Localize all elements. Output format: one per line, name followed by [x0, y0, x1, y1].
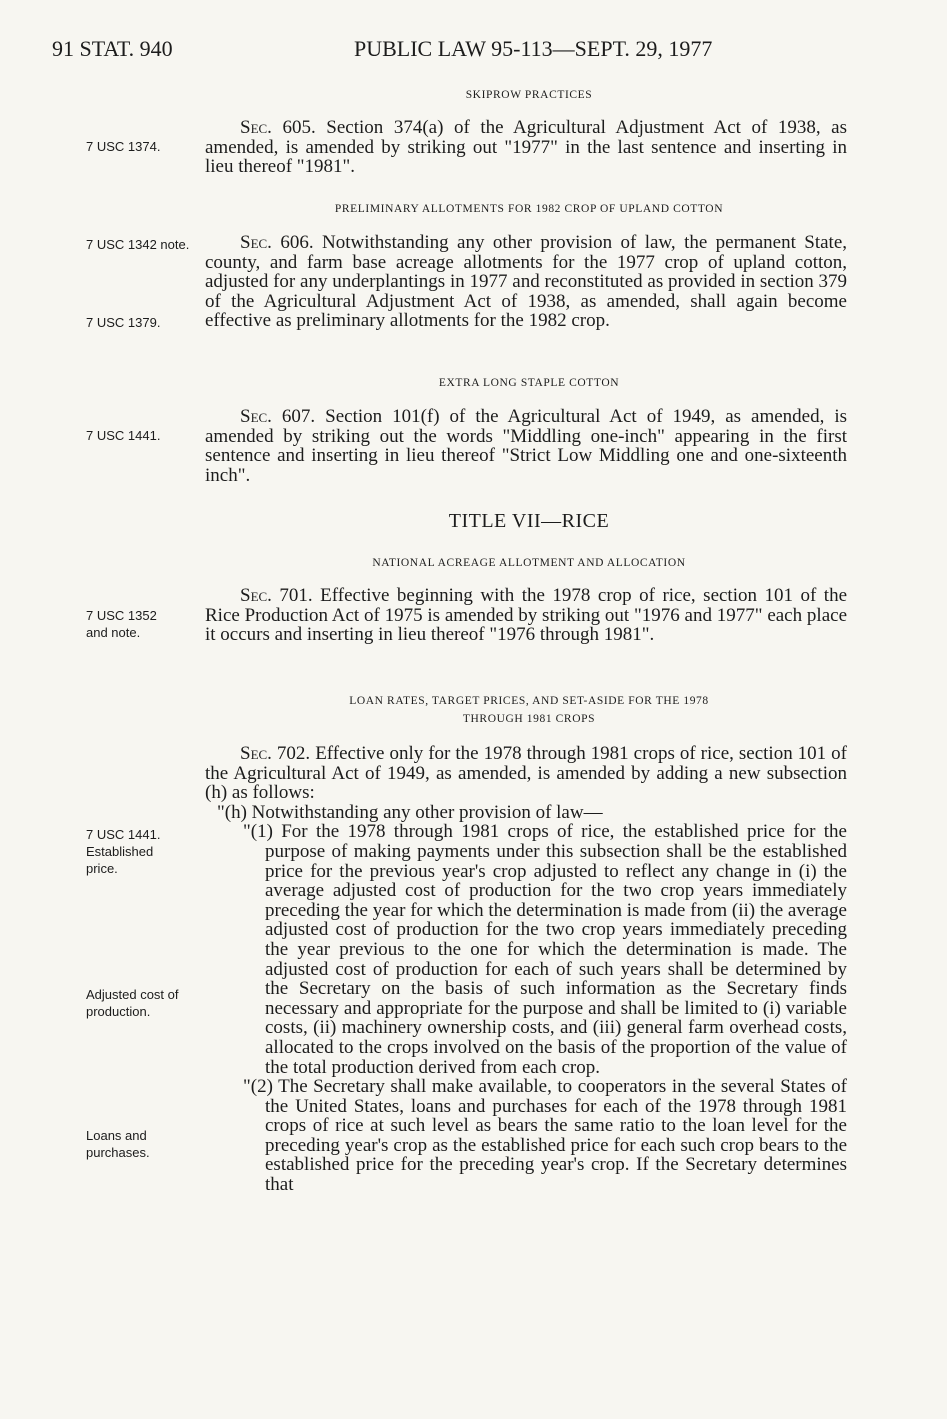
section-text: Section 374(a) of the Agricultural Adjustment Act of 1938, as amended, is amended by striking out "1977" in the last sentence and inserting in lieu thereof "1981". — [205, 117, 847, 178]
statute-page-number: 91 STAT. 940 — [52, 36, 173, 61]
section-label: Sec. 607. — [240, 406, 316, 427]
section-label: Sec. 606. — [240, 232, 314, 253]
margin-note-line: 7 USC 1441. — [86, 827, 161, 842]
section-701 — [205, 586, 847, 645]
margin-note-line: Established — [86, 844, 154, 859]
margin-note-line: price. — [86, 861, 118, 876]
section-text: Section 101(f) of the Agricultural Act of 1949, as amended, is amended by striking out the words "Middling one-inch" appearing in the first sentence and inserting in lieu thereof "Strict Low Middling one and one-sixteenth inch". — [205, 406, 847, 486]
section-607 — [205, 407, 847, 485]
margin-note-7-usc-1352 — [86, 607, 208, 641]
margin-note-line: Loans and — [86, 1128, 147, 1143]
heading-loan-rates — [205, 692, 853, 728]
subsection-h-intro: "(h) Notwithstanding any other provision of law— — [217, 801, 603, 823]
margin-note-line: and note. — [86, 625, 141, 640]
heading-preliminary-allotments: PRELIMINARY ALLOTMENTS FOR 1982 CROP OF UPLAND COTTON — [334, 203, 724, 215]
public-law-title: PUBLIC LAW 95-113—SEPT. 29, 1977 — [354, 36, 713, 61]
section-text: Effective beginning with the 1978 crop of rice, section 101 of the Rice Production Act of 1975 is amended by striking out "1976 and 1977" each place it occurs and inserting in lieu thereof "1976 through 1981". — [205, 585, 848, 646]
section-text: Notwithstanding any other provision of law, the permanent State, county, and farm base acreage allotments for the 1977 crop of upland cotton, adjusted for any underplantings in 1977 and reconstituted as provided in section 379 of the Agricultural Adjustment Act of 1938, as amended, shall again become effective as preliminary allotments for the 1982 crop. — [205, 232, 847, 332]
heading-national-acreage: NATIONAL ACREAGE ALLOTMENT AND ALLOCATION — [372, 557, 686, 569]
margin-note-adjusted-cost — [86, 986, 208, 1020]
paragraph-2: "(2) The Secretary shall make available, to cooperators in the several States of the United States, loans and purchases for each of the 1978 through 1981 crops of rice at such level as bears the same ratio to the loan level for the preceding year's crop as the established price for each such crop bears to the established price for the preceding year's crop. If the Secretary determines that — [243, 1076, 847, 1196]
margin-note-loans-purchases — [86, 1127, 208, 1161]
section-label: Sec. 702. — [240, 743, 311, 764]
margin-note-line: 7 USC 1352 — [86, 608, 157, 623]
title-vii-heading: TITLE VII—RICE — [448, 510, 610, 532]
page-header — [52, 36, 887, 64]
margin-note-7-usc-1374: 7 USC 1374. — [86, 139, 161, 154]
margin-note-line: Adjusted cost of — [86, 987, 179, 1002]
margin-note-7-usc-1379: 7 USC 1379. — [86, 315, 161, 330]
section-text: Effective only for the 1978 through 1981 crops of rice, section 101 of the Agricultural Act of 1949, as amended, is amended by adding a new subsection (h) as follows: — [205, 743, 848, 804]
margin-note-line: purchases. — [86, 1145, 150, 1160]
paragraph-1: "(1) For the 1978 through 1981 crops of rice, the established price for the purpose of making payments under this subsection shall be the established price for the previous year's crop adjusted to reflect any change in (i) the average adjusted cost of production for the two crop years immediately preceding the year for which the determination is made from (ii) the average adjusted cost of production for the two crop years immediately preceding the year previous to the one for which the determination is made. The adjusted cost of production for each of such years shall be determined by the Secretary on the basis of such information as the Secretary finds necessary and appropriate for the purpose and shall be limited to (i) variable costs, (ii) machinery ownership costs, and (iii) general farm overhead costs, allocated to the crops involved on the basis of the proportion of the value of the total production derived from each crop. — [243, 821, 847, 1078]
heading-line-1: LOAN RATES, TARGET PRICES, AND SET-ASIDE FOR THE 1978 — [349, 695, 709, 707]
heading-line-2: THROUGH 1981 CROPS — [462, 713, 596, 725]
section-label: Sec. 605. — [240, 117, 316, 138]
margin-note-established-price — [86, 826, 208, 877]
margin-note-7-usc-1342: 7 USC 1342 note. — [86, 237, 190, 252]
section-605 — [205, 118, 847, 177]
margin-note-line: production. — [86, 1004, 151, 1019]
heading-extra-long-staple-cotton: EXTRA LONG STAPLE COTTON — [438, 377, 620, 389]
section-702 — [205, 744, 847, 1195]
heading-skiprow-practices: SKIPROW PRACTICES — [465, 89, 593, 101]
section-label: Sec. 701. — [240, 585, 313, 606]
section-606 — [205, 233, 847, 331]
margin-note-7-usc-1441: 7 USC 1441. — [86, 428, 161, 443]
